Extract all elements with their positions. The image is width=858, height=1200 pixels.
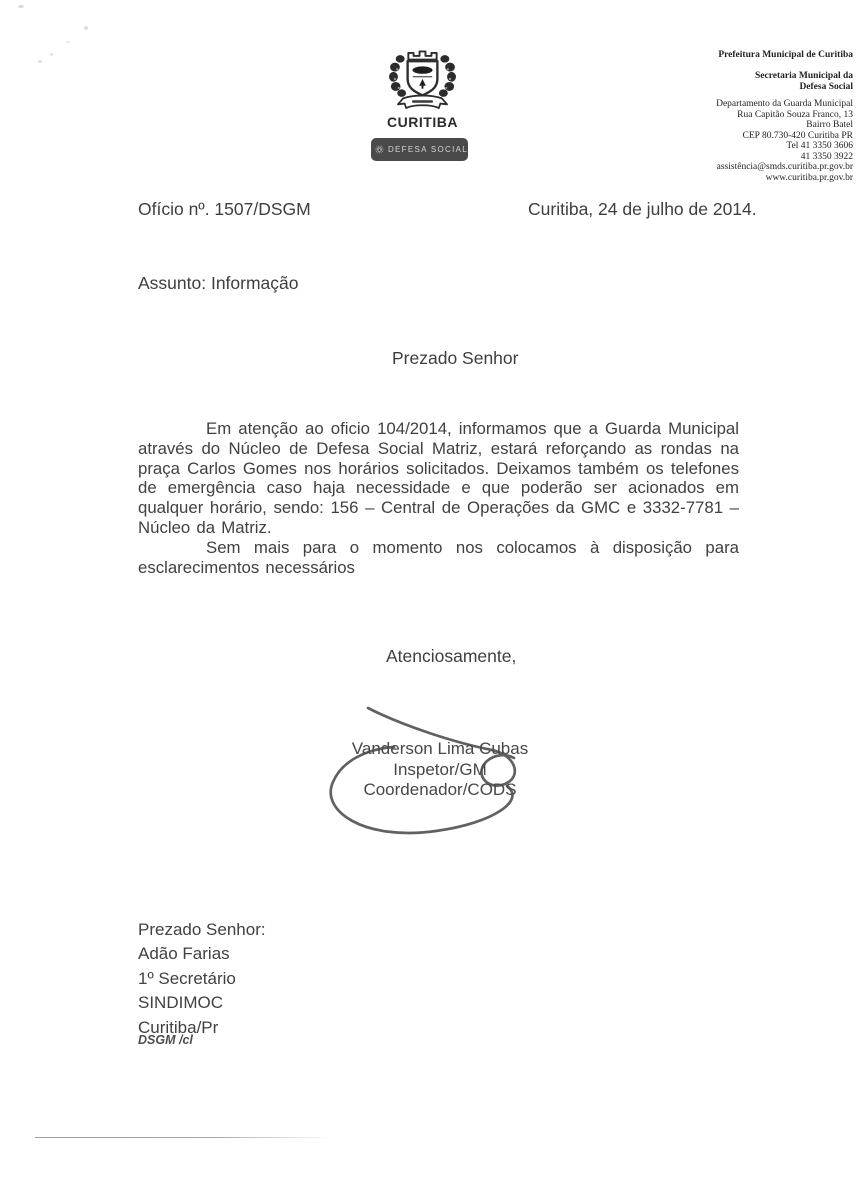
letterhead-address-line: CEP 80.730-420 Curitiba PR <box>742 130 853 141</box>
letterhead-line: Secretaria Municipal da <box>755 71 853 81</box>
letterhead-address-line: Bairro Batel <box>806 120 853 130</box>
badge-label: DEFESA SOCIAL <box>387 145 468 154</box>
scan-speck <box>38 60 42 63</box>
closing-salutation: Atenciosamente, <box>386 646 517 666</box>
letterhead-secretariat <box>755 71 853 92</box>
scan-speck <box>84 26 88 30</box>
letter-body <box>138 419 739 577</box>
curitiba-coat-of-arms-icon <box>385 47 460 111</box>
recipient-city: Curitiba/Pr <box>138 1017 219 1037</box>
recipient-block <box>138 918 266 1040</box>
signatory-role: Coordenador/CODS <box>363 780 517 799</box>
greeting: Prezado Senhor <box>392 348 519 368</box>
defesa-social-emblem-icon <box>375 141 384 158</box>
document-reference: Ofício nº. 1507/DSGM <box>138 199 311 219</box>
letterhead-org <box>718 50 853 61</box>
letterhead-line: Defesa Social <box>799 81 853 92</box>
reference-initials: DSGM /cl <box>138 1033 193 1047</box>
document-date: Curitiba, 24 de julho de 2014. <box>528 199 757 219</box>
body-paragraph-1: Em atenção ao oficio 104/2014, informamos que a Guarda Municipal através do Núcleo de Defesa Social Matriz, estará reforçando as rondas na praça Carlos Gomes nos horários solicitados. Deixamos também os telefones de emergência caso haja necessidade e que poderão ser acionados em qualquer horário, sendo: 156 – Central de Operações da GMC e 3332-7781 – Núcleo da Matriz. <box>138 419 739 537</box>
scan-speck <box>66 41 70 43</box>
letterhead-address-line: Departamento da Guarda Municipal <box>716 99 853 109</box>
scan-divider-line <box>35 1137 335 1138</box>
recipient-role: 1º Secretário <box>138 968 236 988</box>
letterhead-address-line: 41 3350 3922 <box>800 151 853 162</box>
logo-city-name: CURITIBA <box>387 114 458 130</box>
scan-speck <box>18 5 24 8</box>
scan-speck <box>50 53 53 56</box>
recipient-name: Adão Farias <box>138 944 230 964</box>
signatory-name: Vanderson Lima Cubas <box>351 739 529 758</box>
letterhead-website: www.curitiba.pr.gov.br <box>765 172 853 183</box>
letterhead-address-block <box>716 99 853 183</box>
body-paragraph-2: Sem mais para o momento nos colocamos à disposição para esclarecimentos necessários <box>138 537 739 577</box>
letterhead-line: Prefeitura Municipal de Curitiba <box>718 50 853 60</box>
signature-block <box>330 739 550 801</box>
letterhead-email: assistência@smds.curitiba.pr.gov.br <box>716 162 853 172</box>
letterhead-address-line: Rua Capitão Souza Franco, 13 <box>737 109 853 120</box>
recipient-organization: SINDIMOC <box>138 993 223 1013</box>
subject-line: Assunto: Informação <box>138 273 299 293</box>
letterhead-address-line: Tel 41 3350 3606 <box>786 141 853 151</box>
defesa-social-badge <box>371 138 468 161</box>
recipient-salutation: Prezado Senhor: <box>138 920 266 939</box>
signatory-title: Inspetor/GM <box>393 759 487 779</box>
